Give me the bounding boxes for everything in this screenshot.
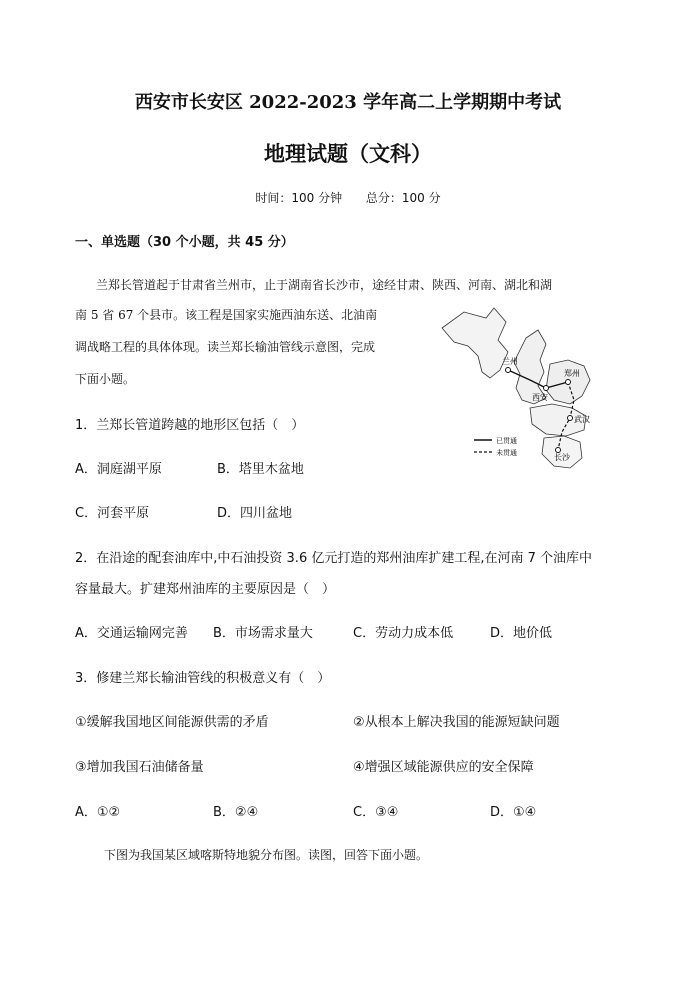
gansu-region (442, 308, 508, 378)
lanzhou-label: 兰州 (502, 357, 518, 366)
q1-option-a[interactable]: A．洞庭湖平原 (75, 462, 162, 477)
q1-option-c[interactable]: C．河套平原 (75, 506, 150, 521)
legend-unbuilt-label: 未贯通 (496, 449, 517, 457)
q2-option-b[interactable]: B．市场需求量大 (213, 626, 313, 641)
exam-time: 时间：100 分钟 (255, 191, 343, 205)
zhengzhou-label: 郑州 (564, 369, 580, 378)
q2-stem-line-2: 容量最大。扩建郑州油库的主要原因是（ ） (75, 582, 336, 597)
exam-title: 西安市长安区 2022-2023 学年高二上学期期中考试 (134, 92, 562, 113)
lanzhou-dot (506, 368, 511, 373)
q1-option-d[interactable]: D．四川盆地 (217, 506, 293, 521)
hunan-region (542, 436, 582, 468)
subject-title: 地理试题（文科） (264, 141, 432, 166)
intro-line-3: 调战略工程的具体体现。读兰郑长输油管线示意图，完成 (75, 340, 376, 354)
intro-line-2: 南 5 省 67 个县市。该工程是国家实施西油东送、北油南 (75, 308, 378, 322)
section-heading: 一、单选题（30 个小题，共 45 分） (75, 235, 294, 250)
q1-stem: 1．兰郑长管道跨越的地形区包括（ ） (75, 418, 305, 433)
q3-option-d[interactable]: D．①④ (490, 805, 537, 820)
q1-option-b[interactable]: B．塔里木盆地 (217, 462, 304, 477)
q3-statement-3: ③增加我国石油储备量 (75, 760, 204, 775)
next-intro: 下图为我国某区域喀斯特地貌分布图。读图，回答下面小题。 (104, 848, 429, 862)
q3-statement-1: ①缓解我国地区间能源供需的矛盾 (75, 715, 269, 730)
intro-line-1: 兰郑长管道起于甘肃省兰州市，止于湖南省长沙市，途经甘肃、陕西、河南、湖北和湖 (96, 278, 553, 292)
q3-option-b[interactable]: B．②④ (213, 805, 259, 820)
q3-stem: 3．修建兰郑长输油管线的积极意义有（ ） (75, 671, 331, 686)
q2-stem-line-1: 2．在沿途的配套油库中,中石油投资 3.6 亿元打造的郑州油库扩建工程,在河南 7 个油库中 (75, 551, 593, 566)
zhengzhou-dot (566, 380, 571, 385)
changsha-label: 长沙 (554, 453, 570, 462)
intro-line-4: 下面小题。 (75, 372, 136, 386)
q3-statement-2: ②从根本上解决我国的能源短缺问题 (353, 715, 560, 730)
q2-option-d[interactable]: D．地价低 (490, 626, 553, 641)
q2-option-a[interactable]: A．交通运输网完善 (75, 626, 188, 641)
q3-option-c[interactable]: C．③④ (353, 805, 399, 820)
legend-built-label: 已贯通 (496, 437, 517, 445)
exam-total: 总分：100 分 (365, 191, 441, 205)
q3-option-a[interactable]: A．①② (75, 805, 121, 820)
wuhan-label: 武汉 (574, 415, 590, 424)
xian-label: 西安 (532, 393, 548, 402)
changsha-dot (556, 448, 561, 453)
q3-statement-4: ④增强区域能源供应的安全保障 (353, 760, 534, 775)
q2-option-c[interactable]: C．劳动力成本低 (353, 626, 454, 641)
pipeline-map (434, 300, 624, 472)
wuhan-dot (568, 416, 573, 421)
exam-meta (0, 189, 696, 206)
xian-dot (544, 386, 549, 391)
